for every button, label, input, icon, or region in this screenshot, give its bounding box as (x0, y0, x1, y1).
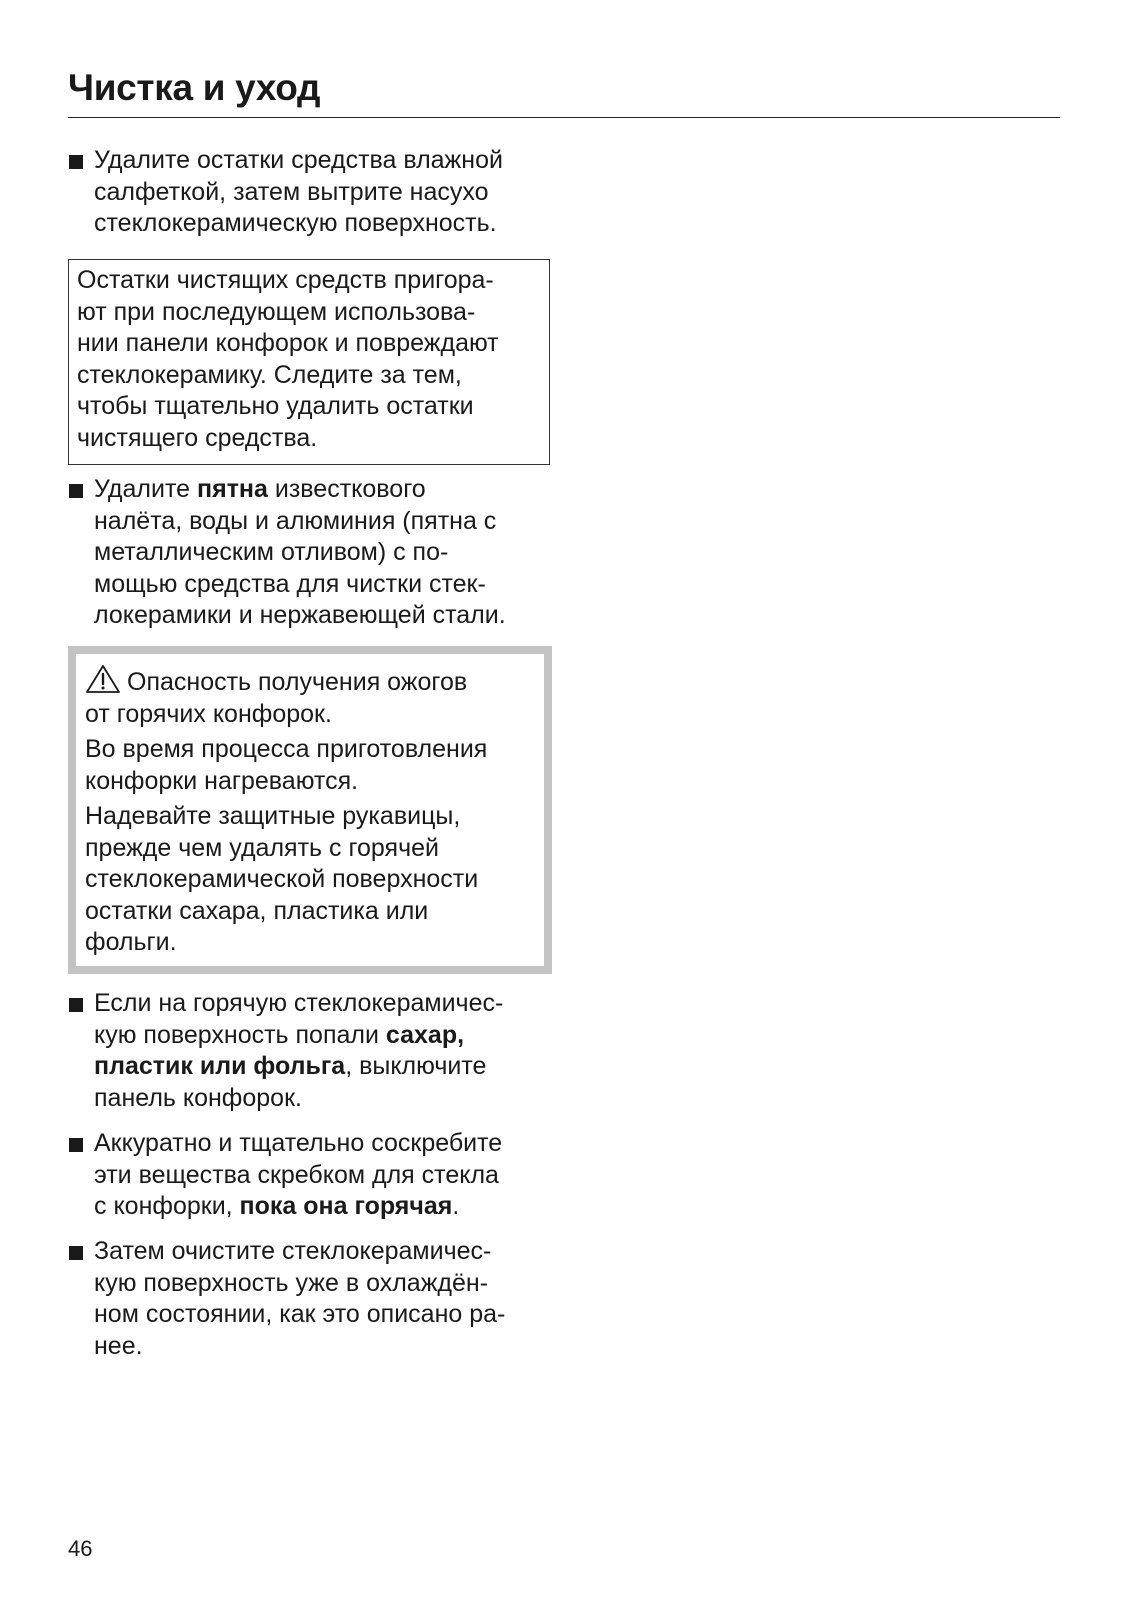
bullet-square-icon (69, 1246, 83, 1260)
text-line: Надевайте защитные рукавицы, (85, 802, 461, 830)
text-line: салфеткой, затем вытрите насухо (94, 177, 489, 206)
text-segment: известкового (267, 475, 426, 503)
instruction-text (94, 145, 554, 240)
bullet-square-icon (69, 1138, 83, 1152)
text-segment: . (452, 1192, 460, 1220)
text-line (94, 474, 554, 506)
text-line: чистящего средства. (77, 423, 318, 452)
text-line (94, 1051, 554, 1083)
text-line: Удалите остатки средства влажной (94, 146, 503, 174)
text-line: конфорки нагреваются. (85, 766, 359, 795)
text-line: металлическим отливом) с по- (94, 538, 449, 566)
emphasis-text: пока она горячая (239, 1192, 453, 1220)
text-segment: с конфорки, (94, 1192, 240, 1220)
text-segment: Удалите (94, 475, 197, 503)
emphasis-text: пластик или фольга (94, 1052, 346, 1080)
text-line: ном состоянии, как это описано ра- (94, 1300, 506, 1328)
note-box (68, 259, 550, 465)
text-line: стеклокерамической поверхности (85, 865, 479, 893)
instruction-text (94, 1236, 554, 1362)
text-line: нии панели конфорок и повреждают (77, 329, 499, 357)
text-line: остатки сахара, пластика или (85, 896, 429, 925)
text-line: фольги. (85, 928, 177, 956)
page-number: 46 (68, 1536, 93, 1561)
text-segment: кую поверхность попали (94, 1020, 386, 1049)
text-line: локерамики и нержавеющей стали. (94, 601, 506, 629)
instruction-text (94, 988, 554, 1114)
warning-paragraph (85, 801, 544, 959)
warning-title (85, 664, 544, 730)
text-line: кую поверхность уже в охлаждён- (94, 1268, 489, 1297)
text-line (94, 1020, 554, 1052)
text-line: Затем очистите стеклокерамичес- (94, 1237, 492, 1265)
text-line: Остатки чистящих средств пригора- (77, 266, 494, 294)
instruction-text (94, 1128, 554, 1223)
text-line: Аккуратно и тщательно соскребите (94, 1129, 503, 1157)
text-line: Если на горячую стеклокерамичес- (94, 989, 504, 1017)
text-line (85, 664, 544, 699)
text-line: ют при последующем использова- (77, 297, 476, 326)
bullet-square-icon (69, 484, 83, 498)
text-line: от горячих конфорок. (85, 699, 332, 728)
bullet-square-icon (69, 155, 83, 169)
text-line: прежде чем удалять с горячей (85, 833, 439, 862)
text-segment: , выключите (345, 1052, 487, 1080)
text-line: нее. (94, 1331, 143, 1360)
text-line: стеклокерамику. Следите за тем, (77, 360, 462, 389)
text-line: панель конфорок. (94, 1083, 302, 1112)
emphasis-text: пятна (197, 475, 268, 503)
text-line: стеклокерамическую поверхность. (94, 209, 497, 237)
text-line: налёта, воды и алюминия (пятна с (94, 506, 497, 535)
text-line: эти вещества скребком для стекла (94, 1160, 499, 1189)
title-divider (68, 117, 1060, 118)
page-title: Чистка и уход (68, 67, 321, 108)
warning-triangle-icon (85, 664, 121, 694)
emphasis-text: сахар, (385, 1020, 465, 1049)
text-line: Во время процесса приготовления (85, 735, 488, 763)
warning-paragraph (85, 734, 544, 797)
text-line (94, 1191, 554, 1223)
bullet-square-icon (69, 998, 83, 1012)
instruction-text (94, 474, 554, 632)
text-segment: Опасность получения ожогов (127, 668, 468, 696)
text-line: чтобы тщательно удалить остатки (77, 392, 474, 420)
text-line: мощью средства для чистки стек- (94, 569, 486, 598)
warning-box (68, 646, 552, 974)
